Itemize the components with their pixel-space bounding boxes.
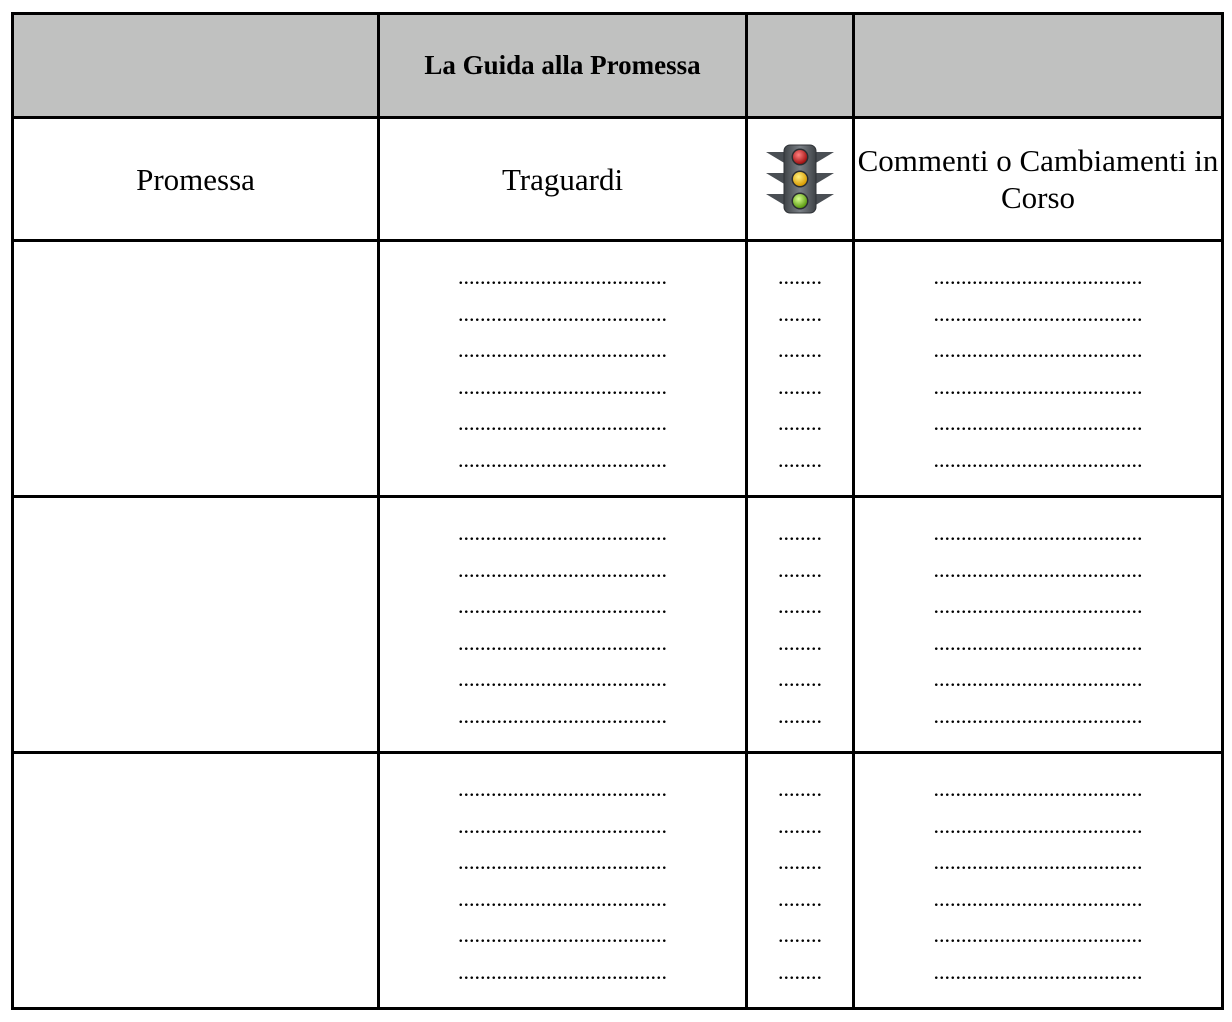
status-cell[interactable] bbox=[747, 497, 854, 753]
guide-title: La Guida alla Promessa bbox=[379, 14, 747, 118]
comment-line: ...................................... bbox=[933, 666, 1143, 691]
milestone-line: ...................................... bbox=[458, 300, 667, 326]
status-line: ........ bbox=[778, 300, 822, 326]
comment-line: ...................................... bbox=[933, 446, 1143, 472]
comment-line: ...................................... bbox=[933, 556, 1143, 582]
milestone-line: ...................................... bbox=[458, 373, 667, 399]
status-line: ........ bbox=[778, 520, 822, 545]
status-line: ........ bbox=[778, 958, 822, 984]
comment-line: ...................................... bbox=[933, 410, 1143, 435]
milestone-line: ...................................... bbox=[458, 849, 667, 874]
milestone-line: ...................................... bbox=[458, 264, 667, 289]
milestone-line: ...................................... bbox=[458, 410, 667, 435]
status-line: ........ bbox=[778, 629, 822, 655]
promise-cell[interactable] bbox=[13, 497, 379, 753]
comment-line: ...................................... bbox=[933, 958, 1143, 984]
title-row-cell-empty-1 bbox=[13, 14, 379, 118]
status-line: ........ bbox=[778, 849, 822, 874]
comments-cell[interactable] bbox=[854, 241, 1223, 497]
status-line: ........ bbox=[778, 922, 822, 947]
comment-line: ...................................... bbox=[933, 849, 1143, 874]
milestone-line: ...................................... bbox=[458, 776, 667, 801]
comment-line: ...................................... bbox=[933, 300, 1143, 326]
status-line: ........ bbox=[778, 264, 822, 289]
status-line: ........ bbox=[778, 593, 822, 618]
milestone-line: ...................................... bbox=[458, 922, 667, 947]
title-row-cell-empty-3 bbox=[747, 14, 854, 118]
milestone-line: ...................................... bbox=[458, 702, 667, 728]
milestone-line: ...................................... bbox=[458, 666, 667, 691]
status-line: ........ bbox=[778, 410, 822, 435]
milestone-line: ...................................... bbox=[458, 812, 667, 838]
comment-line: ...................................... bbox=[933, 702, 1143, 728]
comments-cell[interactable] bbox=[854, 753, 1223, 1009]
promise-column-header: Promessa bbox=[13, 118, 379, 241]
milestone-line: ...................................... bbox=[458, 446, 667, 472]
status-line: ........ bbox=[778, 373, 822, 399]
status-line: ........ bbox=[778, 446, 822, 472]
comments-cell[interactable] bbox=[854, 497, 1223, 753]
status-line: ........ bbox=[778, 337, 822, 362]
status-cell[interactable] bbox=[747, 753, 854, 1009]
traffic-light-icon bbox=[764, 144, 836, 214]
column-header-row bbox=[13, 118, 1223, 241]
promise-row-2 bbox=[13, 497, 1223, 753]
status-column-header bbox=[747, 118, 854, 241]
comment-line: ...................................... bbox=[933, 520, 1143, 545]
status-line: ........ bbox=[778, 812, 822, 838]
status-cell[interactable] bbox=[747, 241, 854, 497]
comment-line: ...................................... bbox=[933, 812, 1143, 838]
promise-row-3 bbox=[13, 753, 1223, 1009]
status-line: ........ bbox=[778, 885, 822, 911]
milestone-line: ...................................... bbox=[458, 520, 667, 545]
milestone-line: ...................................... bbox=[458, 593, 667, 618]
promise-row-1 bbox=[13, 241, 1223, 497]
comment-line: ...................................... bbox=[933, 885, 1143, 911]
milestone-line: ...................................... bbox=[458, 958, 667, 984]
milestones-cell[interactable] bbox=[379, 497, 747, 753]
comment-line: ...................................... bbox=[933, 629, 1143, 655]
milestones-column-header: Traguardi bbox=[379, 118, 747, 241]
comment-line: ...................................... bbox=[933, 264, 1143, 289]
comment-line: ...................................... bbox=[933, 593, 1143, 618]
milestone-line: ...................................... bbox=[458, 885, 667, 911]
comment-line: ...................................... bbox=[933, 337, 1143, 362]
title-row bbox=[13, 14, 1223, 118]
promise-guide-table bbox=[11, 12, 1224, 1010]
milestone-line: ...................................... bbox=[458, 337, 667, 362]
promise-cell[interactable] bbox=[13, 753, 379, 1009]
status-line: ........ bbox=[778, 702, 822, 728]
comment-line: ...................................... bbox=[933, 373, 1143, 399]
status-line: ........ bbox=[778, 666, 822, 691]
status-line: ........ bbox=[778, 556, 822, 582]
milestone-line: ...................................... bbox=[458, 556, 667, 582]
milestone-line: ...................................... bbox=[458, 629, 667, 655]
comment-line: ...................................... bbox=[933, 776, 1143, 801]
status-line: ........ bbox=[778, 776, 822, 801]
comments-column-header: Commenti o Cambiamenti in Corso bbox=[854, 118, 1223, 241]
title-row-cell-empty-4 bbox=[854, 14, 1223, 118]
promise-cell[interactable] bbox=[13, 241, 379, 497]
milestones-cell[interactable] bbox=[379, 753, 747, 1009]
comment-line: ...................................... bbox=[933, 922, 1143, 947]
milestones-cell[interactable] bbox=[379, 241, 747, 497]
